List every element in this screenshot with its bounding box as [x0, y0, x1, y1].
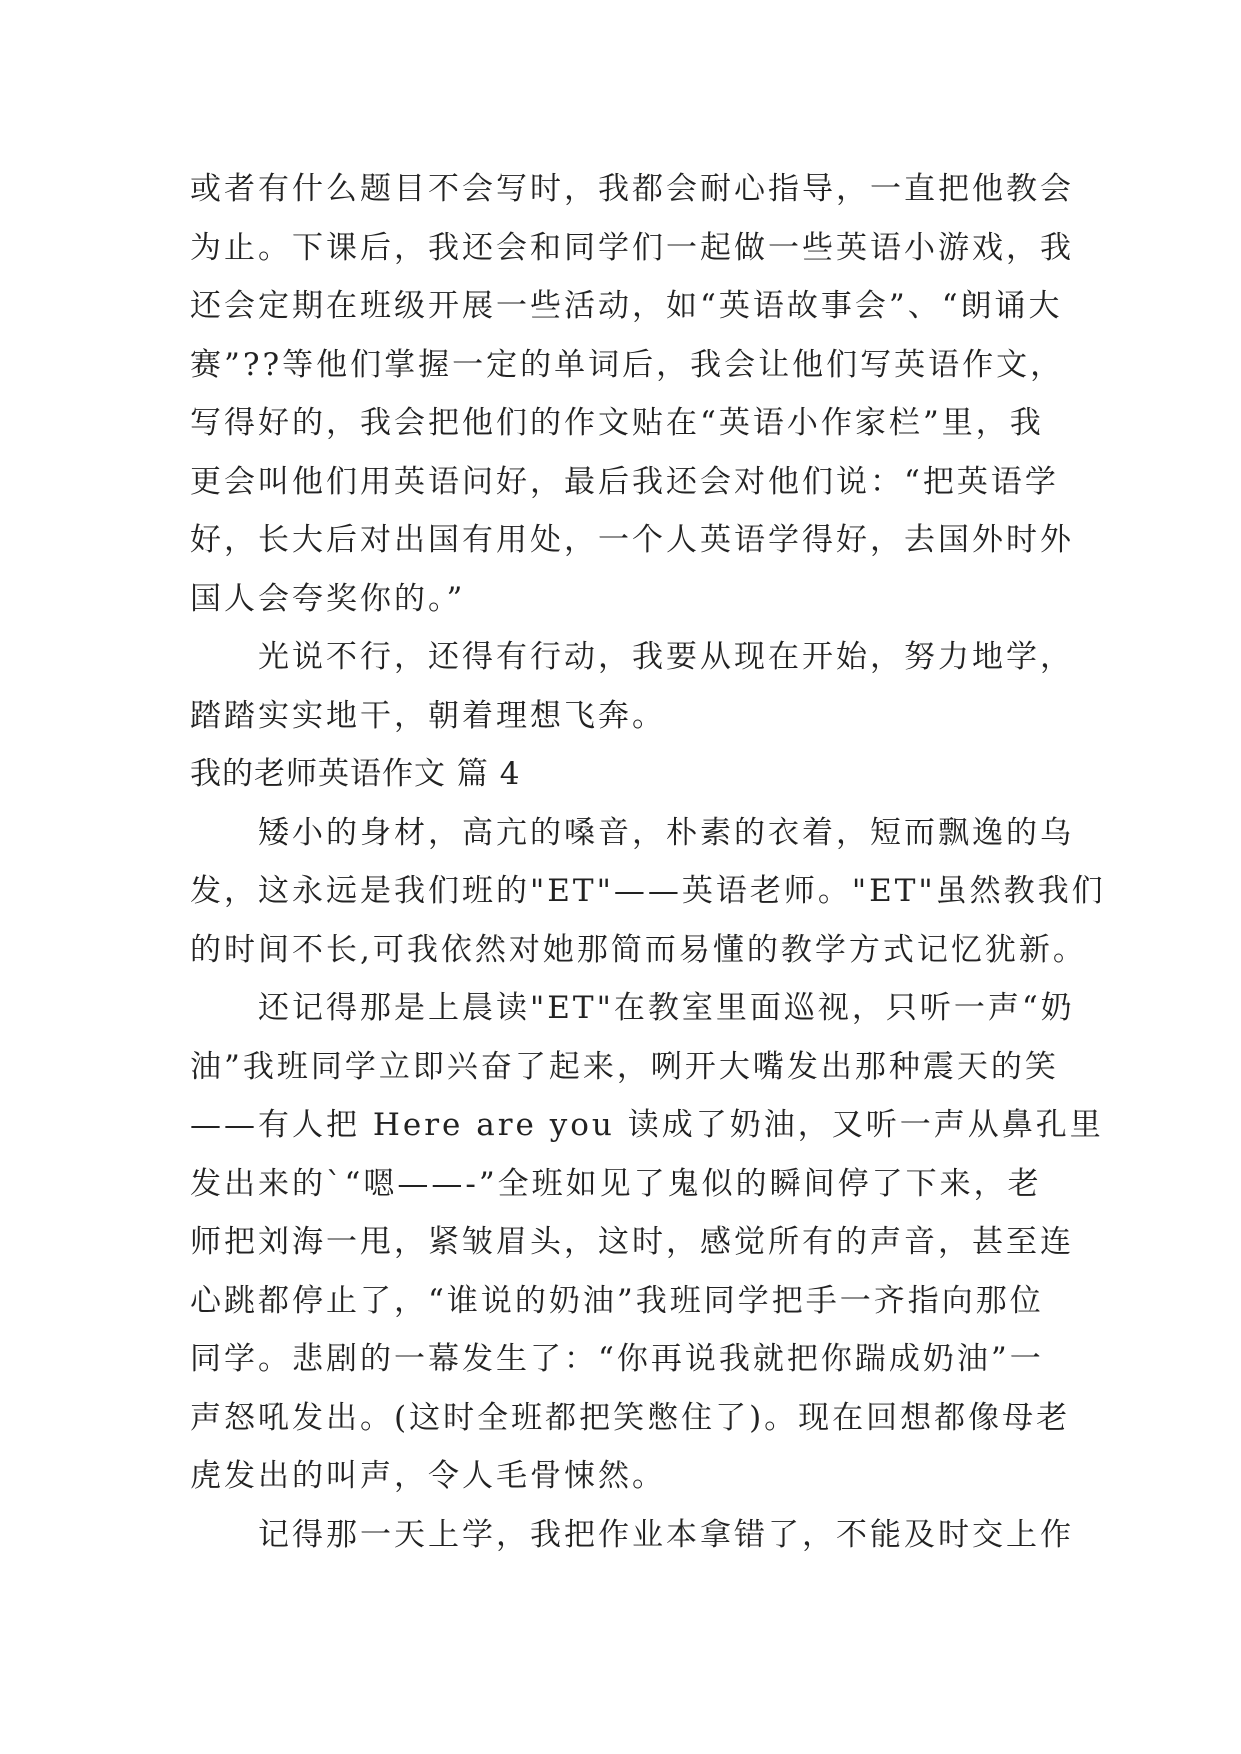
text-line: 虎发出的叫声，令人毛骨悚然。: [190, 1458, 666, 1494]
text-line: 心跳都停止了，“谁说的奶油”我班同学把手一齐指向那位: [190, 1282, 1044, 1319]
paragraph: [190, 628, 1074, 745]
text-line: 还记得那是上晨读"ET"在教室里面巡视，只听一声“奶: [258, 990, 1075, 1026]
text-line: 发，这永远是我们班的"ET"——英语老师。"ET"虽然教我们: [190, 873, 1106, 909]
text-line: 的时间不长,可我依然对她那简而易懂的教学方式记忆犹新。: [190, 931, 1087, 968]
section-heading: [190, 745, 1070, 804]
heading-text: 我的老师英语作文 篇 4: [190, 756, 521, 792]
text-line: 赛”??等他们掌握一定的单词后，我会让他们写英语作文，: [190, 346, 1065, 383]
text-line: 写得好的，我会把他们的作文贴在“英语小作家栏”里，我: [190, 405, 1044, 441]
text-line: 好，长大后对出国有用处，一个人英语学得好，去国外时外: [190, 522, 1074, 558]
paragraph: [190, 979, 1104, 1506]
text-line: 师把刘海一甩，紧皱眉头，这时，感觉所有的声音，甚至连: [190, 1224, 1074, 1260]
text-line: ——有人把 Here are you 读成了奶油，又听一声从鼻孔里: [190, 1107, 1104, 1143]
paragraph: [190, 1506, 1074, 1565]
text-line: 踏踏实实地干，朝着理想飞奔。: [190, 697, 666, 734]
text-line: 国人会夸奖你的。”: [190, 580, 466, 617]
document-body: [190, 160, 1106, 1564]
text-line: 发出来的`“嗯——-”全班如见了鬼似的瞬间停了下来，老: [190, 1165, 1042, 1202]
text-line: 光说不行，还得有行动，我要从现在开始，努力地学，: [258, 639, 1074, 675]
text-line: 更会叫他们用英语问好，最后我还会对他们说：“把英语学: [190, 463, 1059, 500]
text-line: 还会定期在班级开展一些活动，如“英语故事会”、“朗诵大: [190, 288, 1063, 324]
text-line: 声怒吼发出。(这时全班都把笑憋住了)。现在回想都像母老: [190, 1399, 1071, 1436]
text-line: 矮小的身材，高亢的嗓音，朴素的衣着，短而飘逸的乌: [258, 814, 1074, 851]
text-line: 或者有什么题目不会写时，我都会耐心指导，一直把他教会: [190, 171, 1074, 207]
text-line: 油”我班同学立即兴奋了起来，咧开大嘴发出那种震天的笑: [190, 1048, 1059, 1085]
text-line: 记得那一天上学，我把作业本拿错了，不能及时交上作: [258, 1516, 1074, 1553]
paragraph: [190, 160, 1074, 628]
text-line: 为止。下课后，我还会和同学们一起做一些英语小游戏，我: [190, 229, 1074, 266]
paragraph: [190, 804, 1106, 980]
text-line: 同学。悲剧的一幕发生了：“你再说我就把你踹成奶油”一: [190, 1341, 1044, 1377]
